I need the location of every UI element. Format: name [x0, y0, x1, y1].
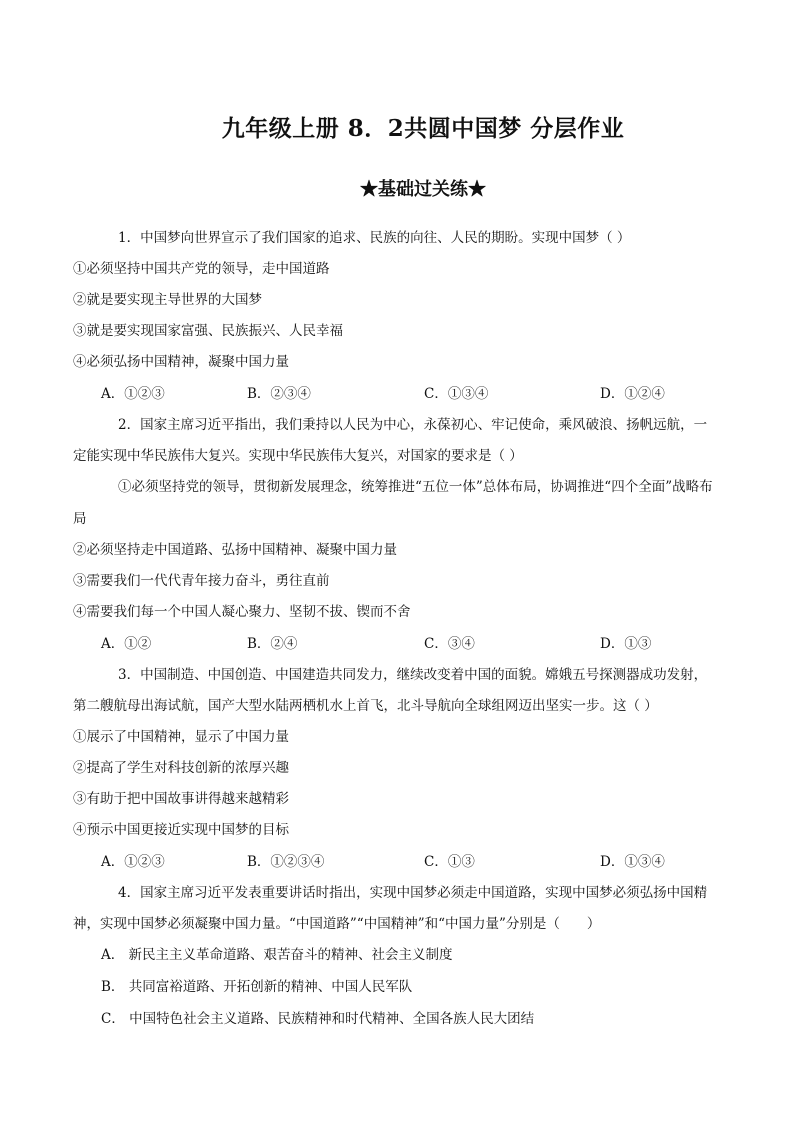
question-2-option-b: B．②④	[247, 636, 298, 652]
question-2-item-2: ②必须坚持走中国道路、弘扬中国精神、凝聚中国力量	[73, 542, 397, 558]
question-1-option-c: C．①③④	[424, 386, 489, 402]
question-3-option-d: D．①③④	[600, 854, 665, 870]
question-1-option-a: A．①②③	[101, 386, 165, 402]
question-1-item-1: ①必须坚持中国共产党的领导，走中国道路	[73, 261, 330, 277]
question-4-option-a: A． 新民主主义革命道路、艰苦奋斗的精神、社会主义制度	[101, 947, 453, 963]
question-2-stem-line-2: 定能实现中华民族伟大复兴。实现中华民族伟大复兴，对国家的要求是（ ）	[73, 448, 523, 464]
question-3-option-b: B．①②③④	[247, 854, 325, 870]
question-4-stem-line-1: 4．国家主席习近平发表重要讲话时指出，实现中国梦必须走中国道路，实现中国梦必须弘扬中国精	[118, 885, 708, 901]
question-2-stem-line-1: 2．国家主席习近平指出，我们秉持以人民为中心，永葆初心、牢记使命，乘风破浪、扬帆远航，一	[118, 417, 708, 433]
question-2-option-a: A．①②	[101, 636, 152, 652]
question-2-item-3: ③需要我们一代代青年接力奋斗，勇往直前	[73, 573, 330, 589]
question-3-option-c: C．①③	[424, 854, 475, 870]
question-3-stem-line-2: 第二艘航母出海试航，国产大型水陆两栖机水上首飞，北斗导航向全球组网迈出坚实一步。这（ ）	[73, 698, 658, 714]
question-4-option-b: B． 共同富裕道路、开拓创新的精神、中国人民军队	[101, 979, 413, 995]
question-2-option-c: C．③④	[424, 636, 475, 652]
question-4-option-c: C． 中国特色社会主义道路、民族精神和时代精神、全国各族人民大团结	[101, 1011, 535, 1027]
question-3-item-1: ①展示了中国精神，显示了中国力量	[73, 729, 289, 745]
question-3-option-a: A．①②③	[101, 854, 165, 870]
question-4-stem-line-2: 神，实现中国梦必须凝聚中国力量。“中国道路”“中国精神”和“中国力量”分别是（ ）	[73, 916, 601, 932]
question-3-item-2: ②提高了学生对科技创新的浓厚兴趣	[73, 760, 289, 776]
question-1-stem: 1．中国梦向世界宣示了我们国家的追求、民族的向往、人民的期盼。实现中国梦（ ）	[118, 230, 631, 246]
page-title: 九年级上册 8．2共圆中国梦 分层作业	[221, 115, 625, 142]
question-2-option-d: D．①③	[600, 636, 652, 652]
question-1-item-4: ④必须弘扬中国精神，凝聚中国力量	[73, 354, 289, 370]
question-2-item-1-line-2: 局	[73, 511, 87, 527]
question-1-option-b: B．②③④	[247, 386, 311, 402]
question-1-option-d: D．①②④	[600, 386, 665, 402]
question-2-item-1-line-1: ①必须坚持党的领导，贯彻新发展理念，统筹推进“五位一体”总体布局，协调推进“四个全面”战略布	[118, 479, 713, 495]
section-heading: ★基础过关练★	[360, 179, 486, 200]
question-1-item-3: ③就是要实现国家富强、民族振兴、人民幸福	[73, 323, 343, 339]
question-3-stem-line-1: 3．中国制造、中国创造、中国建造共同发力，继续改变着中国的面貌。嫦娥五号探测器成功发射，	[118, 667, 708, 683]
question-3-item-3: ③有助于把中国故事讲得越来越精彩	[73, 791, 289, 807]
question-3-item-4: ④预示中国更接近实现中国梦的目标	[73, 822, 289, 838]
question-2-item-4: ④需要我们每一个中国人凝心聚力、坚韧不拔、锲而不舍	[73, 604, 411, 620]
question-1-item-2: ②就是要实现主导世界的大国梦	[73, 292, 262, 308]
